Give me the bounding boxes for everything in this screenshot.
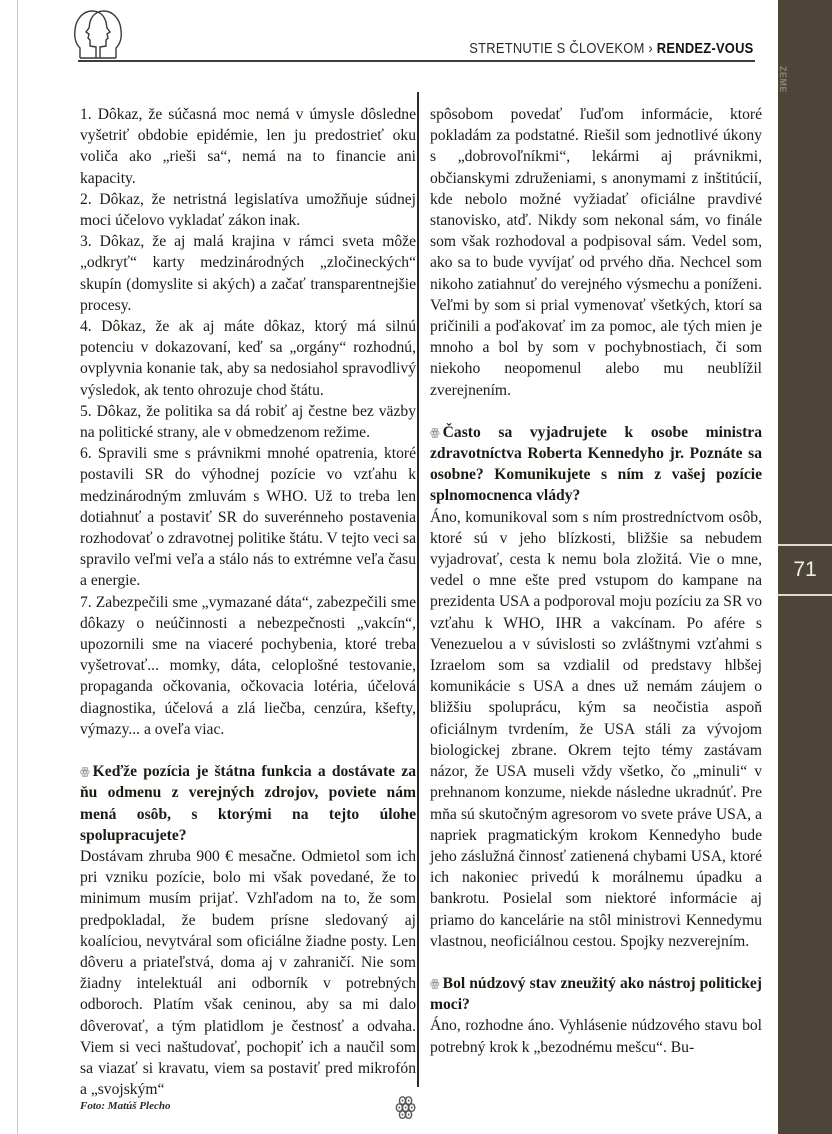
interview-question xyxy=(430,422,762,507)
interview-question xyxy=(430,973,762,1015)
list-item: 1. Dôkaz, že súčasná moc nemá v úmysle dôsledne vyšetriť obdobie epidémie, len ju predostrieť oku voliča ako „rieši sa“, nemá na to financie ani kapacity. xyxy=(80,106,416,187)
question-text: Bol núdzový stav zneužitý ako nástroj politickej moci? xyxy=(430,974,762,1014)
header-rule xyxy=(78,60,755,62)
ornament-question-icon: ꙮ xyxy=(80,765,90,779)
list-item: 5. Dôkaz, že politika sa dá robiť aj čestne bez väzby na politické strany, ale v obmedzenom režime. xyxy=(80,402,416,442)
right-column xyxy=(430,104,762,1058)
list-item: 6. Spravili sme s právnikmi mnohé opatrenia, ktoré postavili SR do výhodnej pozície vo vzťahu k medzinárodným zmluvám s WHO. Už to treba len dotiahnuť a postaviť SR do suverénneho postavenia rozhodovať o zdravotnej politike štátu. V tejto veci sa spravilo veľmi veľa a stálo nás to extrémne veľa času a energie. xyxy=(80,445,416,590)
page-edge-line xyxy=(17,0,18,1134)
end-ornament-icon: ꙮ xyxy=(395,1092,417,1120)
section-name: STRETNUTIE S ČLOVEKOM xyxy=(469,40,646,57)
photo-credit: Foto: Matúš Plecho xyxy=(80,1100,171,1112)
interview-answer: Áno, komunikoval som s ním prostredníctvom osôb, ktoré sú v jeho blízkosti, bližšie sa nebudem vyjadrovať, cesta k nemu bola zložitá. Vie o mne, vedel o mne ešte pred vstupom do kampane na prezidenta USA a podporoval moju pozíciu za SR vo vzťahu k WHO, IHR a vakcínam. Po afére s Venezuelou a v súvislosti so zvláštnymi vzťahmi s Izraelom som sa vzdialil od predstavy hlbšej komunikácie s USA a dnes už nemám záujem o bližšiu spoluprácu, kým sa neočistia aspoň oficiálnym tvrdením, že USA stáli za vývojom biologickej zbrane. Okrem tejto témy zastávam názor, že USA museli vždy všetko, čo „minuli“ v prehnanom konzume, niekde následne ukradnúť. Pre mňa sú skutočným agresorom vo svete práve USA, a napriek pragmatickým krokom Kennedyho bude jeho záslužná činnosť zatienená chybami USA, ktoré ich nakoniec privedú k morálnemu úpadku a bankrotu. Posielal som niektoré informácie aj priamo do kancelárie na stôl ministrovi Kennedymu vlastnou, neoficiálnou cestou. Spojky nezverejním. xyxy=(430,508,762,950)
interview-question xyxy=(80,761,416,846)
question-text: Často sa vyjadrujete k osobe ministra zdravotníctva Roberta Kennedyho jr. Poznáte sa osobne? Komunikujete s ním z vašej pozície splnomocnenca vlády? xyxy=(430,423,762,505)
interview-answer: Dostávam zhruba 900 € mesačne. Odmietol som ich pri vzniku pozície, bolo mi však povedané, že to minimum musím prijať. Vzhľadom na to, že som predpokladal, že budem prísne sledovaný aj koalíciou, nevytváral som oficiálne žiadne posty. Len dôveru a priateľstvá, doma aj v zahraničí. Nie som žiadny intelektuál ani odborník v potrebných odboroch. Platím však ceninou, aby sa mi dalo dôverovať, a tým platidlom je čestnosť a odvaha. Viem si veci naštudovať, pochopiť ich a naučil som sa viazať si kravatu, viem sa postaviť pred mikrofón a „svojským“ xyxy=(80,847,416,1099)
interview-answer-continued: spôsobom povedať ľuďom informácie, ktoré pokladám za podstatné. Riešil som jednotlivé úkony s „dobrovoľníkmi“, lekármi aj právnikmi, občianskymi združeniami, s anonymami z inštitúcií, kde nebolo možné vyžiadať oficiálne pravdivé stanovisko, atď. Nikdy som nekonal sám, vo finále som však rozhodoval a podpisoval sám. Vedel som, ako sa to bude vyvíjať od prvého dňa. Nechcel som nikoho zatiahnuť do verejného výsmechu a poníženi. Veľmi by som si prial vymenovať všetkých, ktorí sa pričinili a poďakovať im za pomoc, ale tých mien je mnoho a bol by som v pochybnostiach, či som niekoho neopomenul alebo mu neublížil zverejnením. xyxy=(430,106,762,399)
page-number: 71 xyxy=(778,544,832,596)
ornament-question-icon: ꙮ xyxy=(430,425,440,439)
ornament-question-icon: ꙮ xyxy=(430,976,440,990)
two-heads-profile-icon xyxy=(72,6,124,62)
list-item: 7. Zabezpečili sme „vymazané dáta“, zabezpečili sme dôkazy o neúčinnosti a nebezpečnosti „vakcín“, upozornili sme na viaceré pochybenia, ktoré treba vyšetrovať... momky, dáta, celoplošné testovanie, propaganda očkovania, očkovacia lotéria, účelová diagnostika, účelová a zlá liečba, cenzúra, kšefty, výmazy... a oveľa viac. xyxy=(80,593,416,738)
subsection-name: RENDEZ-VOUS xyxy=(657,40,754,57)
question-text: Keďže pozícia je štátna funkcia a dostávate za ňu odmenu z verejných zdrojov, poviete nám mená osôb, s ktorými na tejto úlohe spolupracujete? xyxy=(80,763,416,844)
list-item: 3. Dôkaz, že aj malá krajina v rámci sveta môže „odkryť“ karty medzinárodných „zločineckých“ skupín (domyslite si akých) a začať transparentnejšie procesy. xyxy=(80,233,416,314)
column-divider xyxy=(417,92,419,1087)
section-breadcrumb xyxy=(470,40,754,57)
list-item: 2. Dôkaz, že netristná legislatíva umožňuje súdnej moci účelovo vykladať zákon inak. xyxy=(80,190,416,230)
interview-answer: Áno, rozhodne áno. Vyhlásenie núdzového stavu bol potrebný krok k „bezodnému mešcu“. Bu- xyxy=(430,1017,762,1056)
side-tab-label: ZEME xyxy=(778,66,788,94)
left-column xyxy=(80,104,416,1100)
list-item: 4. Dôkaz, že ak aj máte dôkaz, ktorý má silnú potenciu v dokazovaní, keď sa „orgány“ rozhodnú, ovplyvnia konanie tak, aby sa nedosiahol spravodlivý výsledok, ak tento ohrozuje chod štátu. xyxy=(80,318,416,399)
breadcrumb-separator: › xyxy=(648,40,654,57)
